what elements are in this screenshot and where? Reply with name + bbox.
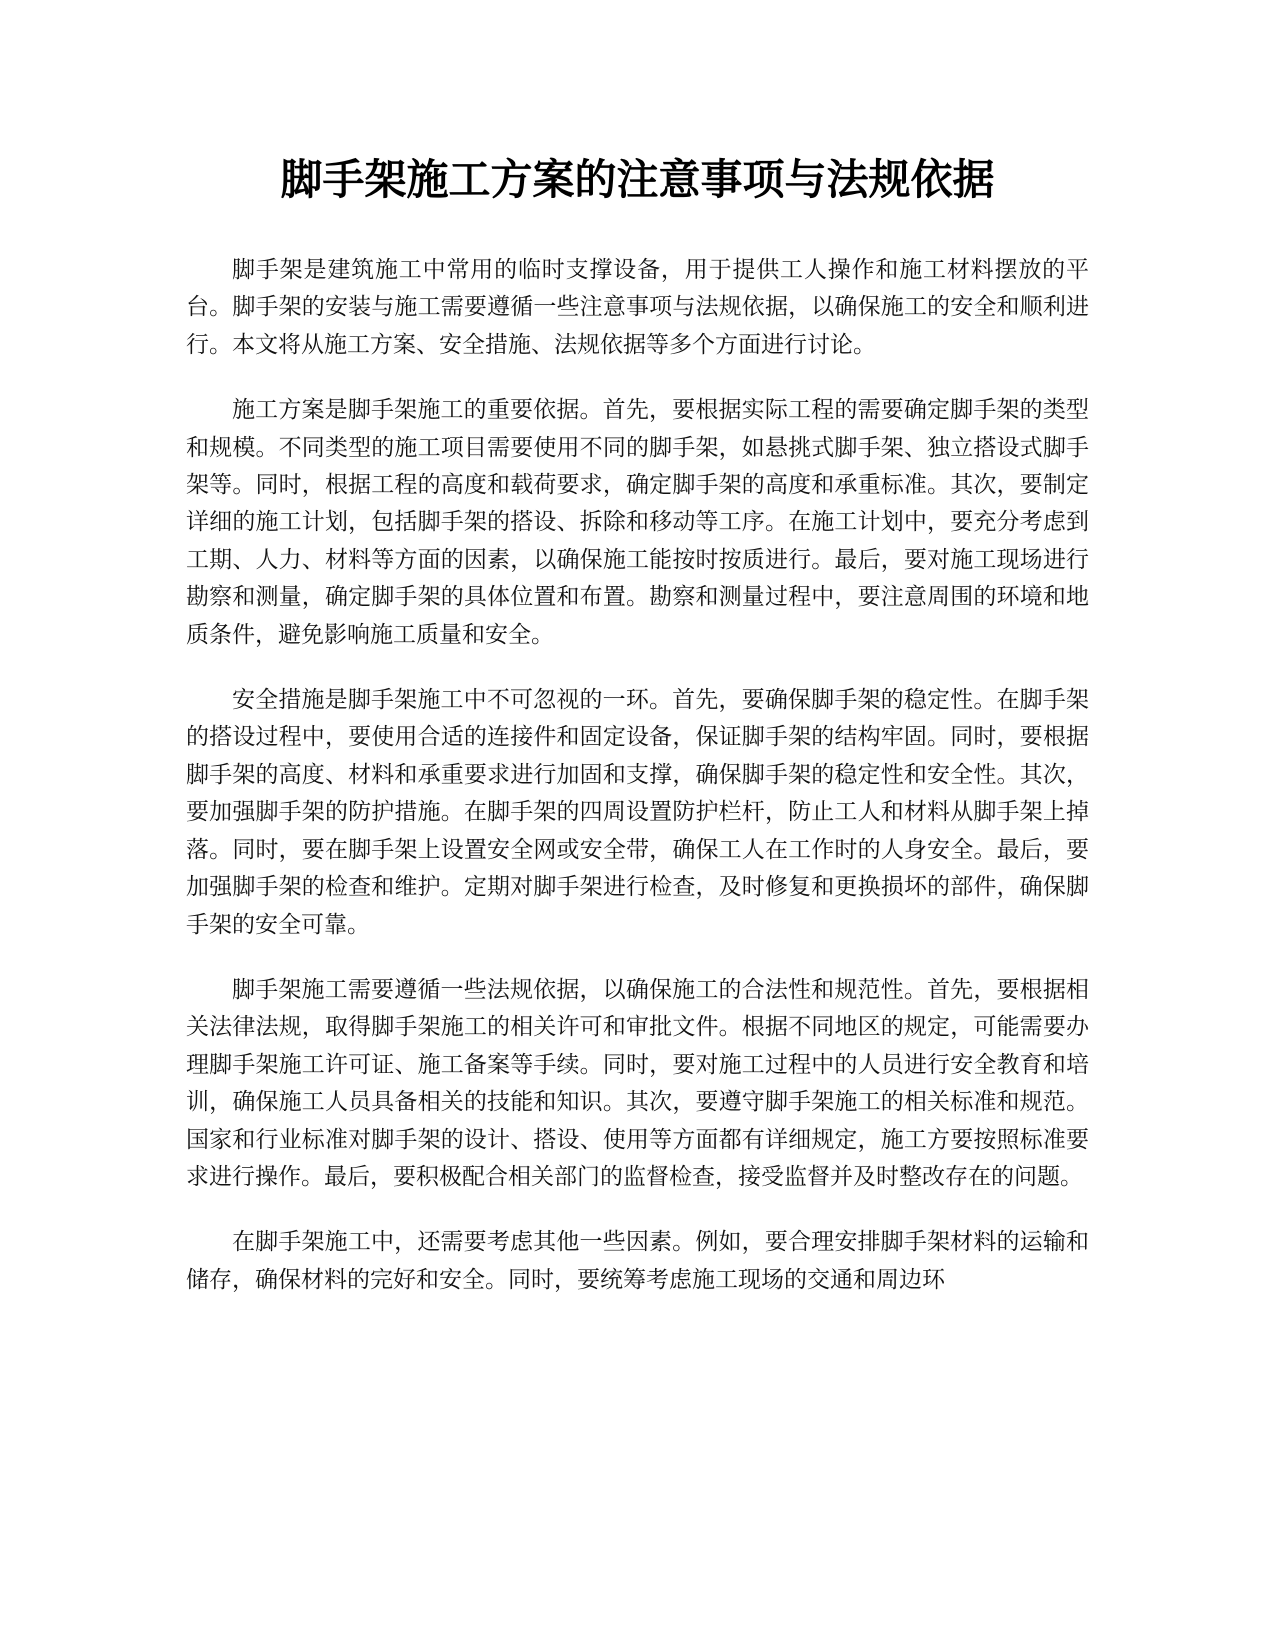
paragraph-other-factors: 在脚手架施工中，还需要考虑其他一些因素。例如，要合理安排脚手架材料的运输和储存，确保材料的完好和安全。同时，要统筹考虑施工现场的交通和周边环 <box>186 1229 1089 1293</box>
paragraph-regulations: 脚手架施工需要遵循一些法规依据，以确保施工的合法性和规范性。首先，要根据相关法律法规，取得脚手架施工的相关许可和审批文件。根据不同地区的规定，可能需要办理脚手架施工许可证、施工备案等手续。同时，要对施工过程中的人员进行安全教育和培训，确保施工人员具备相关的技能和知识。其次，要遵守脚手架施工的相关标准和规范。国家和行业标准对脚手架的设计、搭设、使用等方面都有详细规定，施工方要按照标准要求进行操作。最后，要积极配合相关部门的监督检查，接受监督并及时整改存在的问题。 <box>186 976 1089 1190</box>
paragraph-construction-plan: 施工方案是脚手架施工的重要依据。首先，要根据实际工程的需要确定脚手架的类型和规模。不同类型的施工项目需要使用不同的脚手架，如悬挑式脚手架、独立搭设式脚手架等。同时，根据工程的高度和载荷要求，确定脚手架的高度和承重标准。其次，要制定详细的施工计划，包括脚手架的搭设、拆除和移动等工序。在施工计划中，要充分考虑到工期、人力、材料等方面的因素，以确保施工能按时按质进行。最后，要对施工现场进行勘察和测量，确定脚手架的具体位置和布置。勘察和测量过程中，要注意周围的环境和地质条件，避免影响施工质量和安全。 <box>186 397 1089 648</box>
document-body <box>186 252 1089 1299</box>
paragraph-safety-measures: 安全措施是脚手架施工中不可忽视的一环。首先，要确保脚手架的稳定性。在脚手架的搭设过程中，要使用合适的连接件和固定设备，保证脚手架的结构牢固。同时，要根据脚手架的高度、材料和承重要求进行加固和支撑，确保脚手架的稳定性和安全性。其次，要加强脚手架的防护措施。在脚手架的四周设置防护栏杆，防止工人和材料从脚手架上掉落。同时，要在脚手架上设置安全网或安全带，确保工人在工作时的人身安全。最后，要加强脚手架的检查和维护。定期对脚手架进行检查，及时修复和更换损坏的部件，确保脚手架的安全可靠。 <box>186 687 1089 938</box>
document-title: 脚手架施工方案的注意事项与法规依据 <box>280 155 995 204</box>
paragraph-intro: 脚手架是建筑施工中常用的临时支撑设备，用于提供工人操作和施工材料摆放的平台。脚手架的安装与施工需要遵循一些注意事项与法规依据，以确保施工的安全和顺利进行。本文将从施工方案、安全措施、法规依据等多个方面进行讨论。 <box>186 257 1089 358</box>
